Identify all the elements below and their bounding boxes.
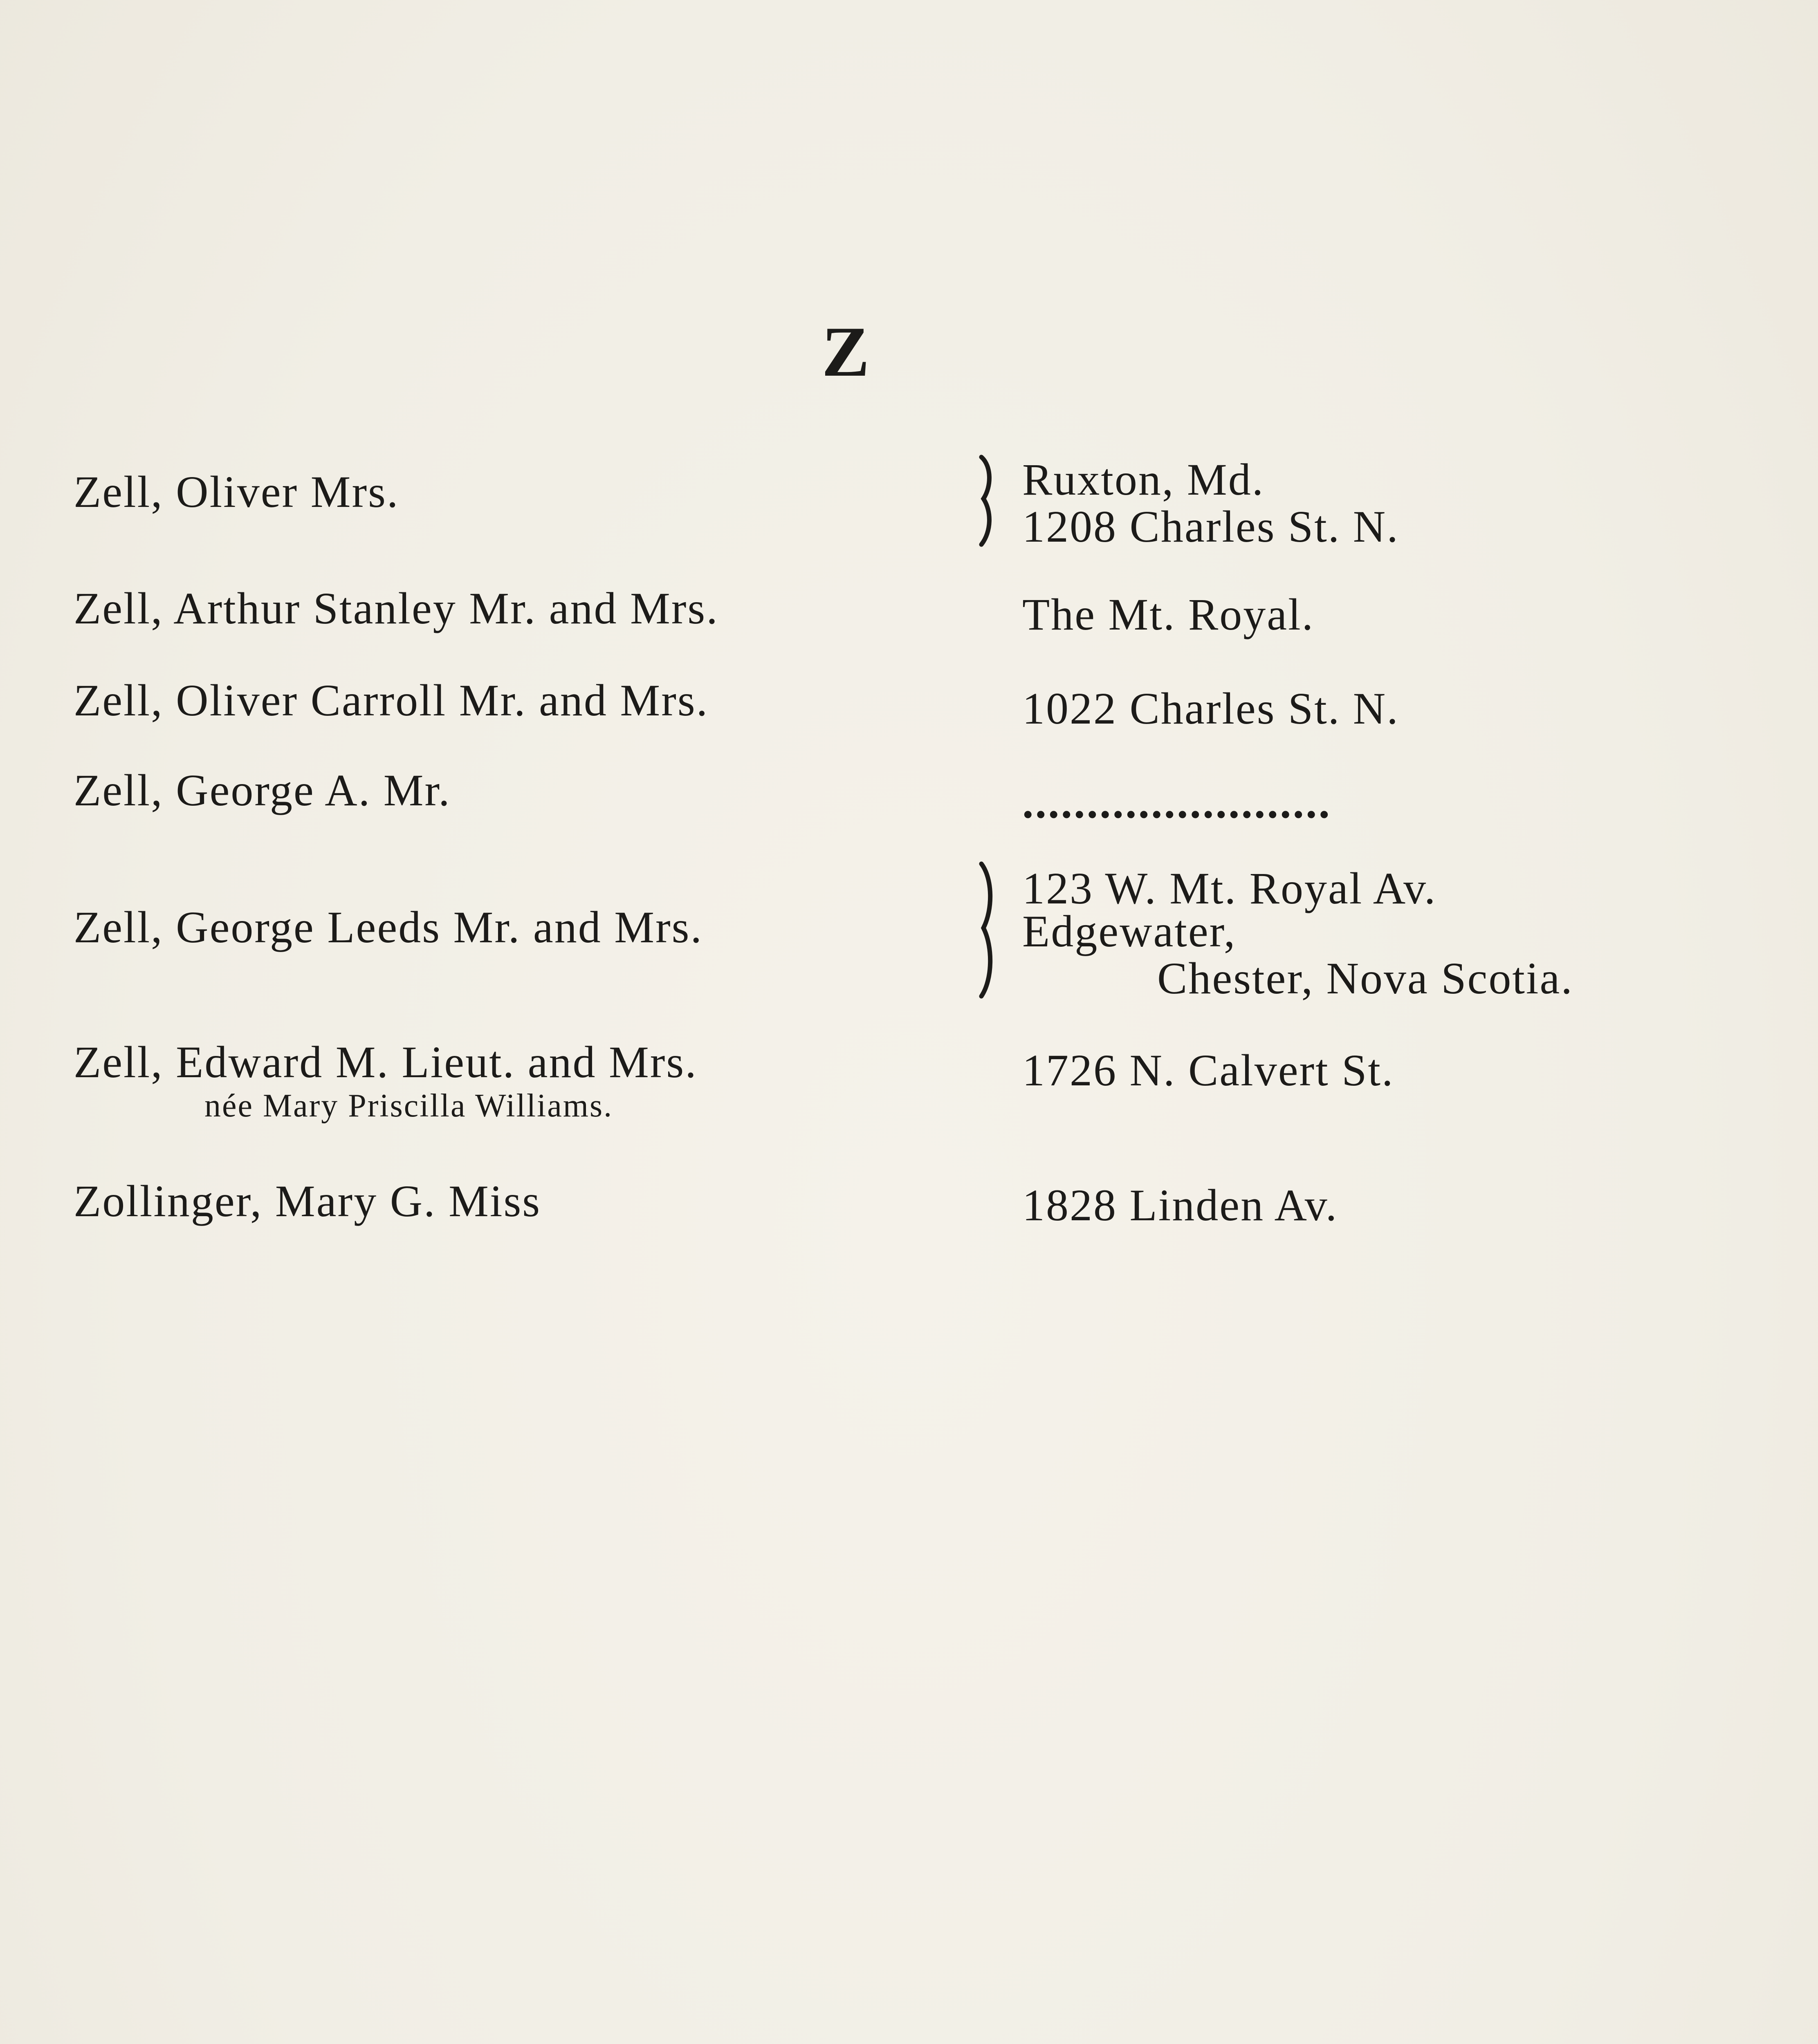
entry-address-line: 1726 N. Calvert St. [1022,1045,1394,1095]
entry-name-oliver-mrs: Zell, Oliver Mrs. [74,467,400,517]
entry-address-line: 1022 Charles St. N. [1022,684,1399,733]
entry-address-line: Chester, Nova Scotia. [1157,953,1573,1003]
address-unknown-dots: ........................ [1022,778,1331,827]
entry-address-line: Ruxton, Md. [1022,455,1265,504]
entry-maiden-name-note: née Mary Priscilla Williams. [204,1088,613,1124]
entry-address-line: 123 W. Mt. Royal Av. [1022,863,1437,913]
section-letter-heading: Z [821,312,871,391]
entry-address-line: 1828 Linden Av. [1022,1180,1338,1230]
entry-name-edward-m: Zell, Edward M. Lieut. and Mrs. [74,1037,698,1087]
entry-address-line: 1208 Charles St. N. [1022,502,1399,551]
entry-name-zollinger: Zollinger, Mary G. Miss [74,1176,541,1226]
entry-address-line: Edgewater, [1022,906,1237,956]
entry-name-george-leeds: Zell, George Leeds Mr. and Mrs. [74,902,703,952]
brace-icon [969,454,1002,548]
entry-name-oliver-carroll: Zell, Oliver Carroll Mr. and Mrs. [74,675,709,725]
entry-name-george-a: Zell, George A. Mr. [74,765,451,815]
entry-address-line: The Mt. Royal. [1022,589,1315,639]
entry-name-arthur-stanley: Zell, Arthur Stanley Mr. and Mrs. [74,583,719,633]
brace-icon [969,861,1002,1000]
